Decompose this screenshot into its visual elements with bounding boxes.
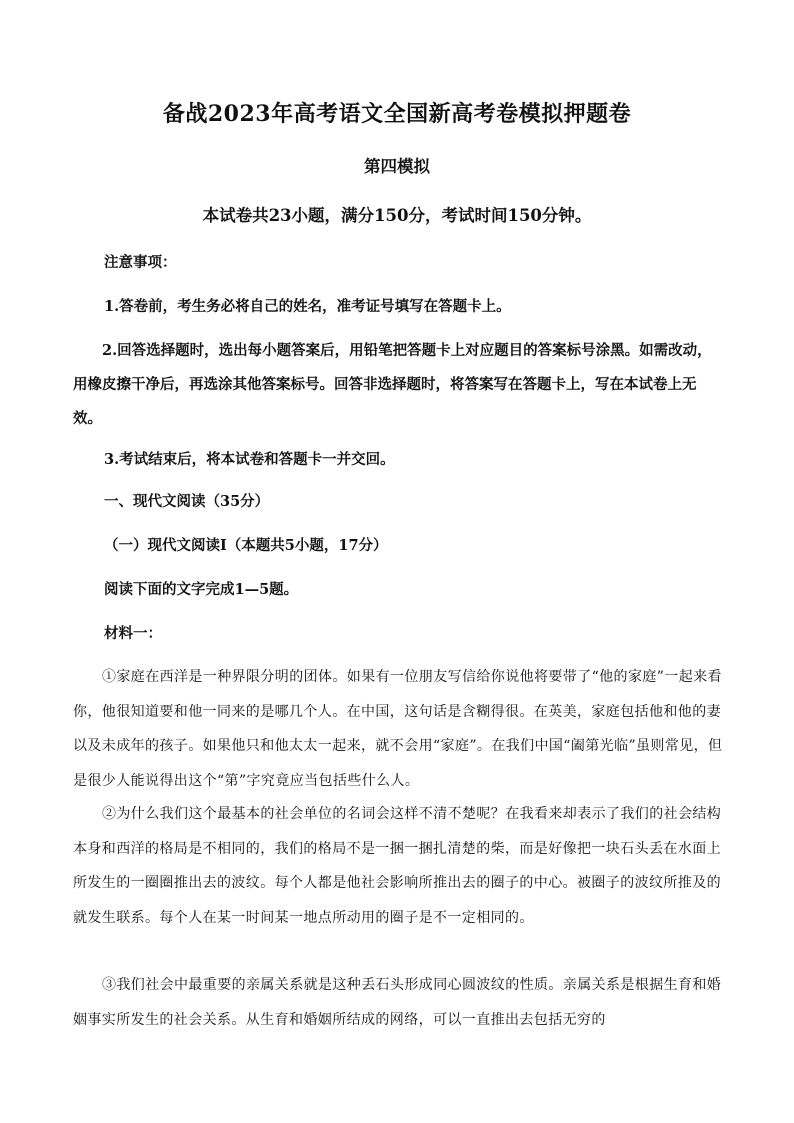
notes-heading: 注意事项： — [104, 254, 177, 271]
notes-item-2: 2.回答选择题时，选出每小题答案后，用铅笔把答题卡上对应题目的答案标号涂黑。如需改动，用橡皮擦干净后，再选涂其他答案标号。回答非选择题时，将答案写在答题卡上，写在本试卷上无效。 — [73, 342, 712, 427]
material-label: 材料一： — [104, 625, 162, 642]
exam-info: 本试卷共23小题，满分150分，考试时间150分钟。 — [202, 206, 592, 225]
passage-paragraph-2: ②为什么我们这个最基本的社会单位的名词会这样不清不楚呢？在我看来却表示了我们的社会结构本身和西洋的格局是不相同的，我们的格局不是一捆一捆扎清楚的柴，而是好像把一块石头丢在水面上所发生的一圈圈推出去的波纹。每个人都是他社会影响所推出去的圈子的中心。被圈子的波纹所推及的就发生联系。每个人在某一时间某一地点所动用的圈子是不一定相同的。 — [73, 806, 722, 926]
notes-item-3: 3.考试结束后，将本试卷和答题卡一并交回。 — [104, 451, 395, 468]
passage-paragraph-1: ①家庭在西洋是一种界限分明的团体。如果有一位朋友写信给你说他将要带了“他的家庭”一起来看你，他很知道要和他一同来的是哪几个人。在中国，这句话是含糊得很。在英美，家庭包括他和他的妻以及未成年的孩子。如果他只和他太太一起来，就不会用“家庭”。在我们中国“阖第光临”虽则常见，但是很少人能说得出这个“第”字究竟应当包括些什么人。 — [73, 669, 723, 789]
passage-paragraph-3: ③我们社会中最重要的亲属关系就是这种丢石头形成同心圆波纹的性质。亲属关系是根据生育和婚姻事实所发生的社会关系。从生育和婚姻所结成的网络，可以一直推出去包括无穷的 — [73, 977, 722, 1028]
section-heading: 一、现代文阅读（35分） — [104, 493, 270, 510]
section-instruction: 阅读下面的文字完成1—5题。 — [104, 581, 299, 598]
section-subheading: （一）现代文阅读Ⅰ（本题共5小题，17分） — [104, 537, 388, 554]
notes-item-1: 1.答卷前，考生务必将自己的姓名，准考证号填写在答题卡上。 — [104, 298, 511, 315]
page-subtitle: 第四模拟 — [364, 157, 430, 176]
page-title: 备战2023年高考语文全国新高考卷模拟押题卷 — [162, 101, 632, 127]
